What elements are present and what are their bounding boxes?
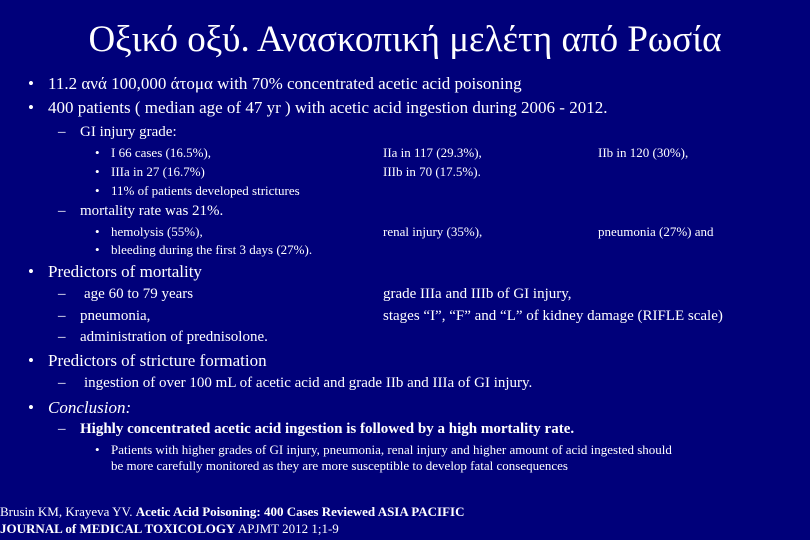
sub-sub-item: • I 66 cases (16.5%), [95, 145, 211, 160]
bullet-icon: • [95, 145, 100, 160]
text-cell: renal injury (35%), [383, 224, 483, 239]
bullet-item: • 11.2 ανά 100,000 άτομα with 70% concentrated acetic acid poisoning [28, 74, 522, 93]
text-cell: pneumonia (27%) and [598, 224, 714, 239]
sub-item: – mortality rate was 21%. [58, 203, 224, 219]
text-cell: IIb in 120 (30%), [598, 145, 689, 160]
text-cell: grade IIIa and IIIb of GI injury, [383, 286, 572, 302]
bullet-icon: • [28, 74, 34, 93]
dash-icon: – [58, 375, 66, 391]
sub-item: – ingestion of over 100 mL of acetic acid and grade IIb and IIIa of GI injury. [58, 375, 533, 391]
bullet-item: • Conclusion: [28, 398, 132, 417]
bullet-icon: • [95, 242, 100, 257]
sub-item: – Highly concentrated acetic acid ingestion is followed by a high mortality rate. [58, 421, 575, 437]
sub-item: – pneumonia, [58, 308, 151, 324]
sub-item: – GI injury grade: [58, 124, 177, 140]
bullet-icon: • [95, 442, 100, 457]
sub-sub-item: • bleeding during the first 3 days (27%). [95, 242, 313, 257]
bullet-icon: • [28, 262, 34, 281]
text-cell: stages “I”, “F” and “L” of kidney damage (RIFLE scale) [383, 308, 723, 324]
dash-icon: – [58, 286, 66, 302]
sub-sub-item: • IIIa in 27 (16.7%) [95, 164, 205, 179]
bullet-icon: • [95, 164, 100, 179]
slide-title: Οξικό οξύ. Ανασκοπική μελέτη από Ρωσία [88, 19, 722, 60]
bullet-icon: • [28, 351, 34, 370]
text-line: be more carefully monitored as they are more susceptible to develop fatal consequences [111, 458, 568, 473]
text-cell: IIa in 117 (29.3%), [383, 145, 482, 160]
sub-sub-item: • hemolysis (55%), [95, 224, 203, 239]
sub-item: – administration of prednisolone. [58, 329, 268, 345]
bullet-icon: • [28, 398, 34, 417]
sub-sub-item: • Patients with higher grades of GI injury, pneumonia, renal injury and higher amount of acid ingested should [95, 442, 672, 457]
sub-item: – age 60 to 79 years [58, 286, 194, 302]
dash-icon: – [58, 124, 66, 140]
dash-icon: – [58, 203, 66, 219]
bullet-icon: • [28, 98, 34, 117]
bullet-icon: • [95, 224, 100, 239]
bullet-item: • Predictors of mortality [28, 262, 202, 281]
dash-icon: – [58, 308, 66, 324]
bullet-item: • Predictors of stricture formation [28, 351, 267, 370]
sub-sub-item: • 11% of patients developed strictures [95, 183, 300, 198]
bullet-item: • 400 patients ( median age of 47 yr ) with acetic acid ingestion during 2006 - 2012. [28, 98, 608, 117]
reference-line-1: Brusin KM, Krayeva YV. Acetic Acid Poisoning: 400 Cases Reviewed ASIA PACIFIC [0, 504, 465, 519]
dash-icon: – [58, 421, 66, 437]
dash-icon: – [58, 329, 66, 345]
bullet-icon: • [95, 183, 100, 198]
text-cell: IIIb in 70 (17.5%). [383, 164, 481, 179]
reference-line-2: JOURNAL of MEDICAL TOXICOLOGY APJMT 2012 1;1-9 [0, 521, 339, 536]
